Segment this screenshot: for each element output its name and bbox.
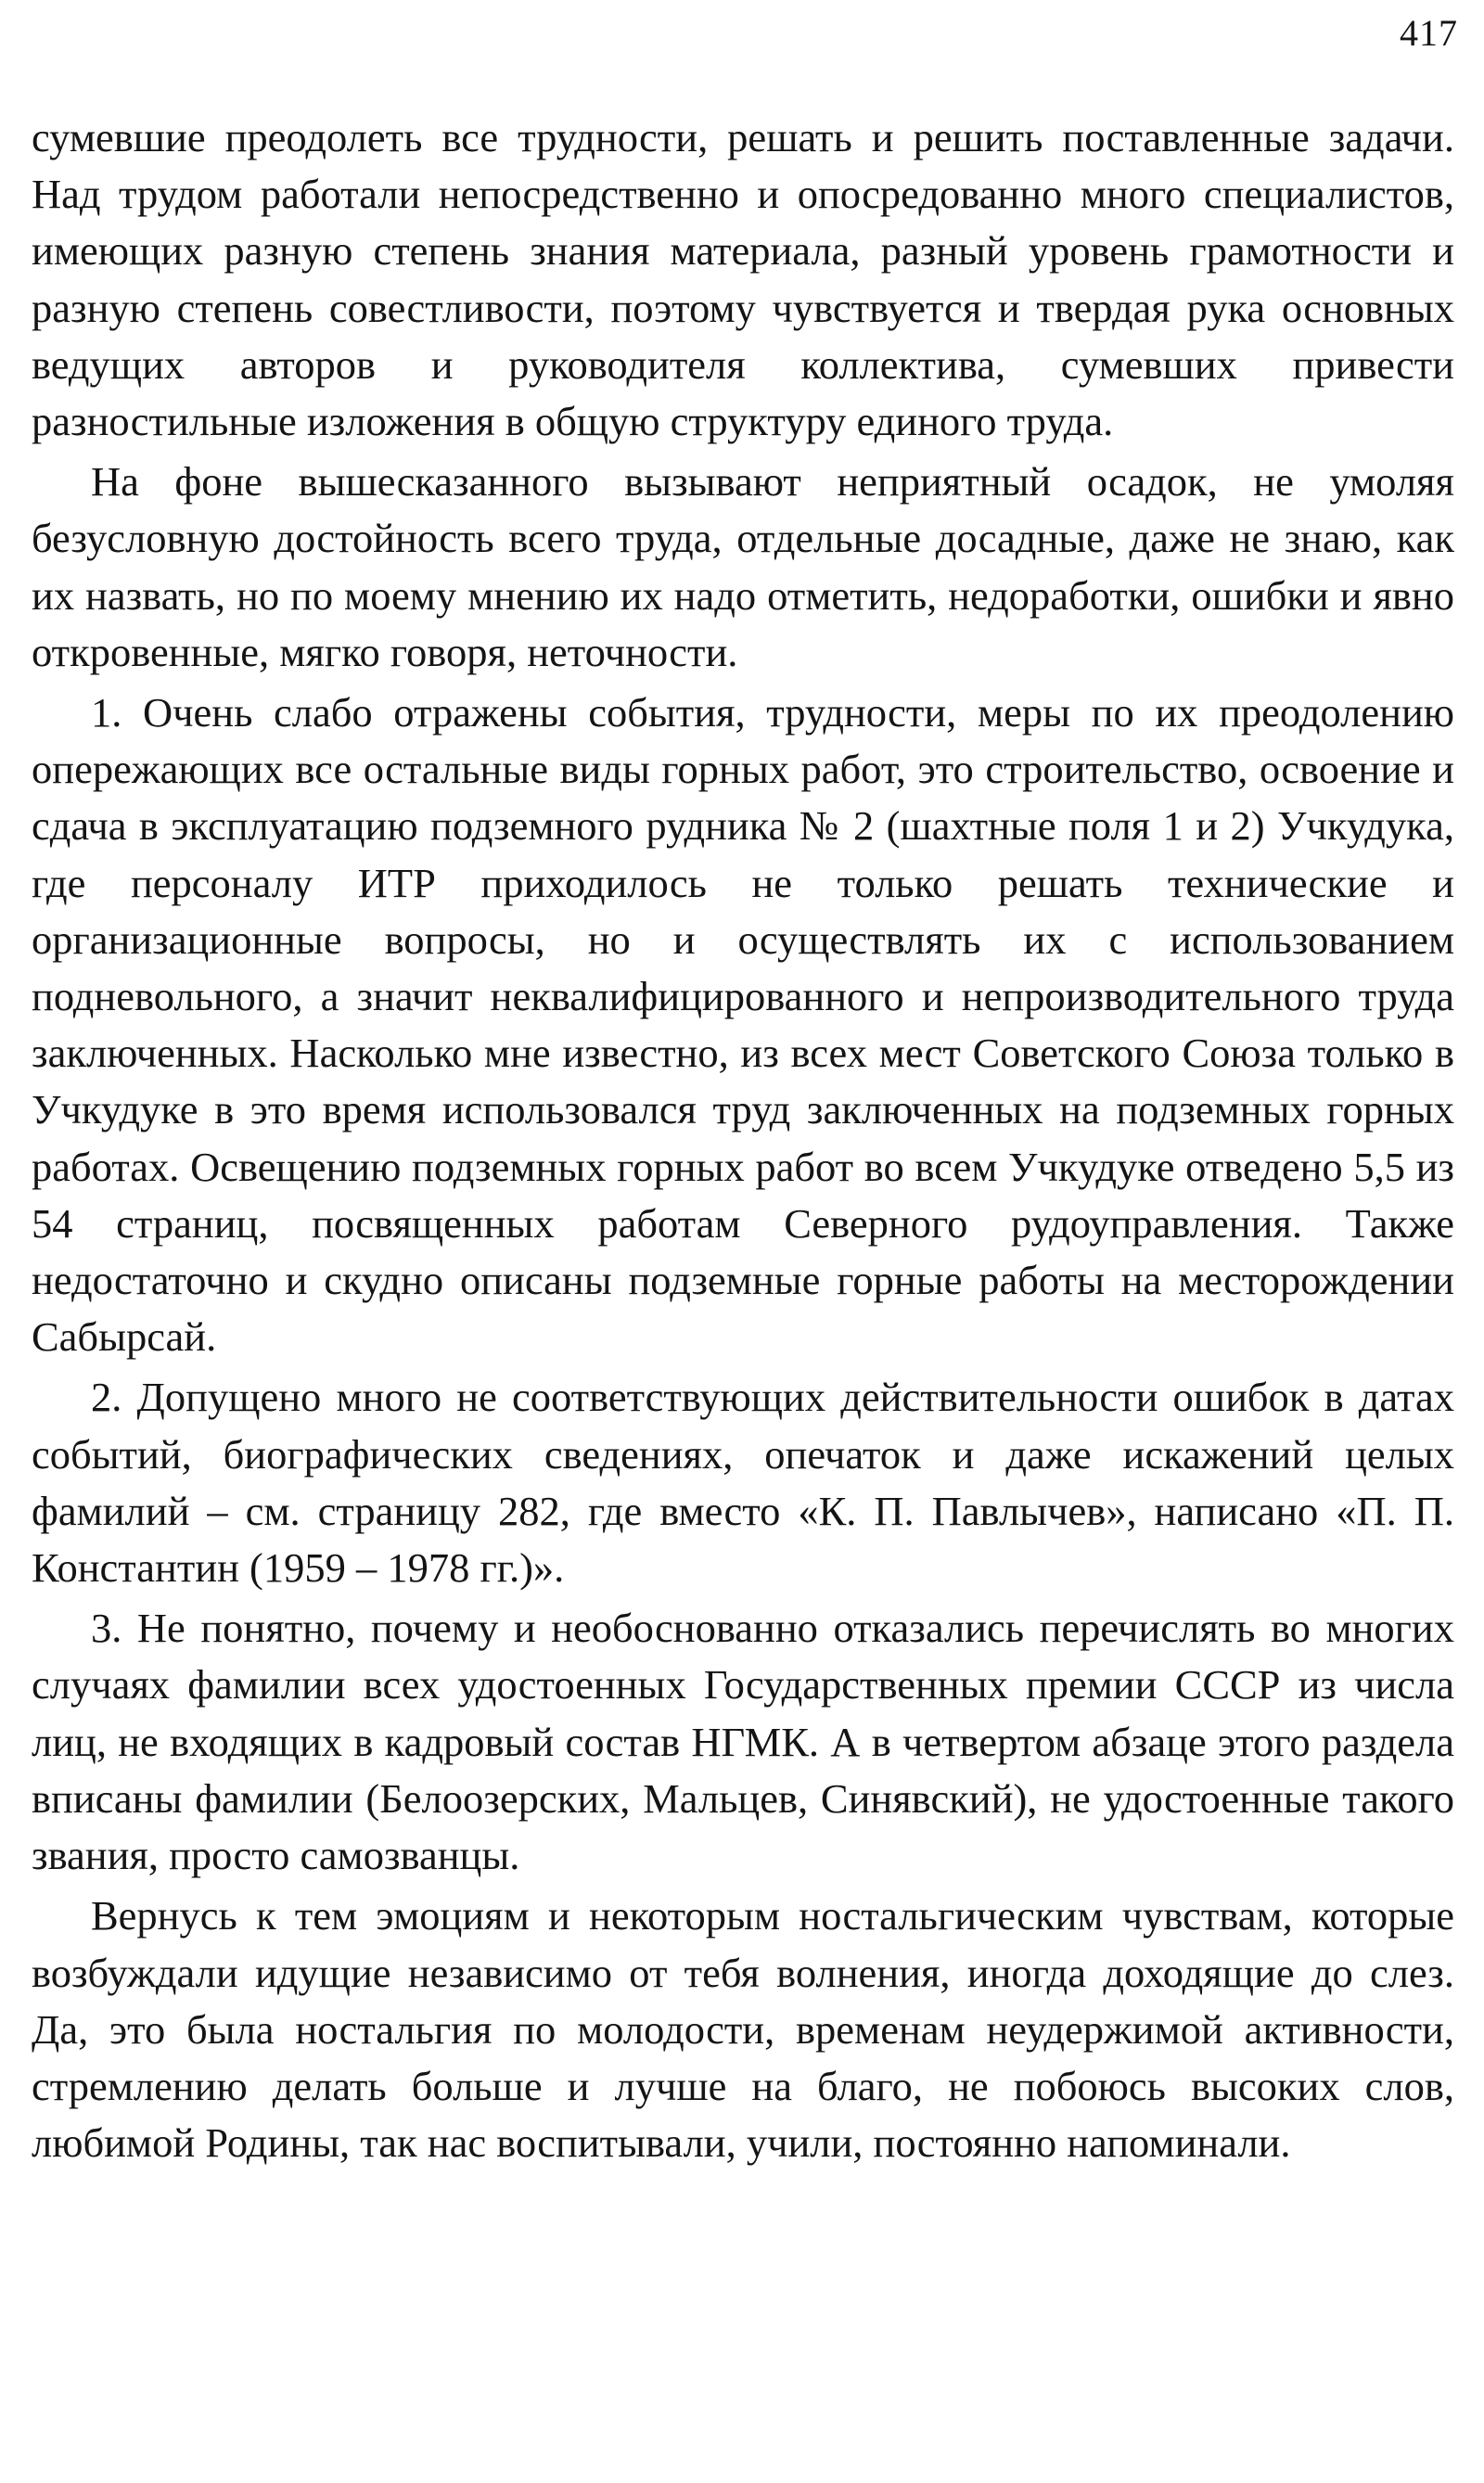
paragraph-point-1: 1. Очень слабо отражены события, трудности, меры по их преодолению опережающих все остальные виды горных работ, это строительство, освоение и сдача в эксплуатацию подземного рудника № 2 (шахтные поля 1 и 2) Учкудука, где персоналу ИТР приходилось не только решать технические и организационные вопросы, но и осуществлять их с использованием подневольного, а значит неквалифицированного и непроизводительного труда заключенных. Насколько мне известно, из всех мест Советского Союза только в Учкудуке в это время использовался труд заключенных на подземных горных работах. Освещению подземных горных работ во всем Учкудуке отведено 5,5 из 54 страниц, посвященных работам Северного рудоуправления. Также недостаточно и скудно описаны подземные горные работы на месторождении Сабырсай. xyxy=(32,689,1454,1361)
text-body xyxy=(32,109,1454,2175)
page-number: 417 xyxy=(1400,12,1458,54)
paragraph-nostalgia: Вернусь к тем эмоциям и некоторым ностальгическим чувствам, которые возбуждали идущие независимо от тебя волнения, иногда доходящие до слез. Да, это была ностальгия по молодости, временам неудержимой активности, стремлению делать больше и лучше на благо, не побоюсь высоких слов, любимой Родины, так нас воспитывали, учили, постоянно напоминали. xyxy=(32,1892,1454,2167)
paragraph-continuation: сумевшие преодолеть все трудности, решать и решить поставленные задачи. Над трудом работали непосредственно и опосредованно много специалистов, имеющих разную степень знания материала, разный уровень грамотности и разную степень совестливости, поэтому чувствуется и твердая рука основных ведущих авторов и руководителя коллектива, сумевших привести разностильные изложения в общую структуру единого труда. xyxy=(32,114,1454,445)
paragraph-remarks-intro: На фоне вышесказанного вызывают неприятный осадок, не умоляя безусловную достойность всего труда, отдельные досадные, даже не знаю, как их назвать, но по моему мнению их надо отметить, недоработки, ошибки и явно откровенные, мягко говоря, неточности. xyxy=(32,458,1454,675)
paragraph-point-2: 2. Допущено много не соответствующих действительности ошибок в датах событий, биографических сведениях, опечаток и даже искажений целых фамилий – см. страницу 282, где вместо «К. П. Павлычев», написано «П. П. Константин (1959 – 1978 гг.)». xyxy=(32,1374,1454,1592)
paragraph-point-3: 3. Не понятно, почему и необоснованно отказались перечислять во многих случаях фамилии всех удостоенных Государственных премии СССР из числа лиц, не входящих в кадровый состав НГМК. А в четвертом абзаце этого раздела вписаны фамилии (Белоозерских, Мальцев, Синявский), не удостоенные такого звания, просто самозванцы. xyxy=(32,1605,1454,1879)
